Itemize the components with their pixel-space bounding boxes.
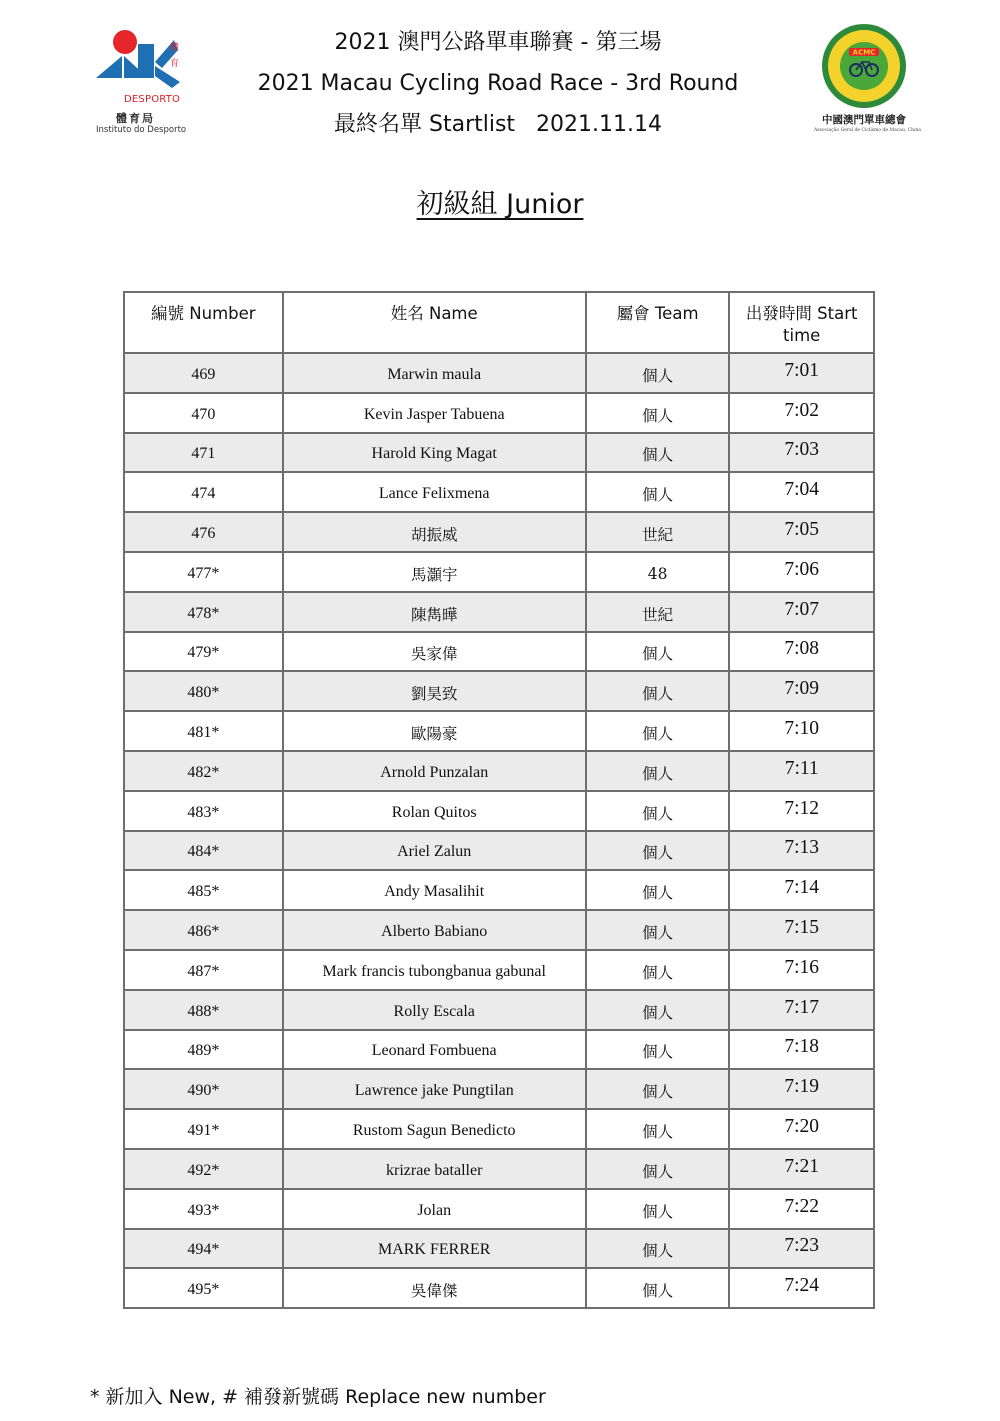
acmc-emblem-icon [820, 22, 908, 110]
cell-start-time: 7:16 [729, 950, 874, 990]
cell-number: 487* [124, 950, 283, 990]
cell-name: 陳雋曄 [283, 592, 586, 632]
cell-start-time: 7:15 [729, 910, 874, 950]
header-title-chinese: 2021 澳門公路單車聯賽 - 第三場 [334, 30, 662, 55]
table-row [124, 472, 874, 512]
table-row [124, 990, 874, 1030]
cell-team: 個人 [586, 950, 730, 990]
header-startlist-date: 最終名單 Startlist 2021.11.14 [334, 112, 662, 137]
table-row [124, 791, 874, 831]
cell-start-time: 7:09 [729, 671, 874, 711]
cell-number: 488* [124, 990, 283, 1030]
cell-start-time: 7:12 [729, 791, 874, 831]
table-row [124, 393, 874, 433]
cell-start-time: 7:23 [729, 1229, 874, 1269]
acmc-logo [814, 20, 922, 136]
table-row [124, 751, 874, 791]
cell-start-time: 7:18 [729, 1030, 874, 1070]
cell-number: 486* [124, 910, 283, 950]
cell-name: 歐陽豪 [283, 711, 586, 751]
cell-team: 個人 [586, 711, 730, 751]
table-row [124, 1030, 874, 1070]
cell-team: 個人 [586, 632, 730, 672]
cell-team: 個人 [586, 870, 730, 910]
cell-team: 個人 [586, 472, 730, 512]
table-row [124, 433, 874, 473]
cell-start-time: 7:05 [729, 512, 874, 552]
table-row [124, 831, 874, 871]
table-row [124, 711, 874, 751]
table-row [124, 552, 874, 592]
header-start-time-line2: time [783, 326, 821, 345]
cell-name: 劉昊致 [283, 671, 586, 711]
logo-side-char-1: 體 [170, 43, 180, 53]
cell-number: 495* [124, 1268, 283, 1308]
cell-team: 個人 [586, 671, 730, 711]
cell-name: Alberto Babiano [283, 910, 586, 950]
logo-desporto-text: DESPORTO [124, 94, 181, 105]
cell-number: 491* [124, 1109, 283, 1149]
document-header [238, 22, 758, 145]
cell-name: 吳家偉 [283, 632, 586, 672]
cell-number: 490* [124, 1069, 283, 1109]
cell-name: 胡振威 [283, 512, 586, 552]
table-row [124, 910, 874, 950]
cell-team: 世紀 [586, 512, 730, 552]
cell-team: 個人 [586, 1268, 730, 1308]
cell-name: MARK FERRER [283, 1229, 586, 1269]
cell-number: 477* [124, 552, 283, 592]
cell-number: 482* [124, 751, 283, 791]
cell-start-time: 7:24 [729, 1268, 874, 1308]
cell-number: 492* [124, 1149, 283, 1189]
cell-team: 個人 [586, 831, 730, 871]
cell-start-time: 7:10 [729, 711, 874, 751]
cell-number: 493* [124, 1189, 283, 1229]
section-title [300, 182, 700, 221]
cell-number: 494* [124, 1229, 283, 1269]
cell-start-time: 7:03 [729, 433, 874, 473]
footnote: * 新加入 New, # 補發新號碼 Replace new number [90, 1386, 546, 1408]
table-row [124, 1268, 874, 1308]
header-team: 屬會 Team [586, 292, 730, 353]
header-start-time [729, 292, 874, 353]
cell-number: 474 [124, 472, 283, 512]
cell-start-time: 7:11 [729, 751, 874, 791]
cell-name: Lawrence jake Pungtilan [283, 1069, 586, 1109]
acmc-pt-name: Associação Geral de Ciclismo de Macau, China [814, 128, 922, 133]
cell-team: 個人 [586, 393, 730, 433]
cell-number: 485* [124, 870, 283, 910]
cell-number: 469 [124, 353, 283, 393]
cell-number: 481* [124, 711, 283, 751]
cell-team: 世紀 [586, 592, 730, 632]
startlist-table [123, 291, 875, 1309]
cell-start-time: 7:07 [729, 592, 874, 632]
logo-side-char-2: 育 [170, 59, 180, 69]
junior-category-title: 初級組 Junior [416, 189, 584, 220]
cell-name: Ariel Zalun [283, 831, 586, 871]
cell-name: Lance Felixmena [283, 472, 586, 512]
cell-team: 48 [586, 552, 730, 592]
startlist-body [124, 353, 874, 1308]
cell-team: 個人 [586, 1030, 730, 1070]
table-header-row [124, 292, 874, 353]
cell-name: krizrae bataller [283, 1149, 586, 1189]
cell-name: Arnold Punzalan [283, 751, 586, 791]
cell-team: 個人 [586, 990, 730, 1030]
cell-start-time: 7:19 [729, 1069, 874, 1109]
cell-start-time: 7:02 [729, 393, 874, 433]
acmc-cn-name: 中國澳門單車總會 [822, 114, 906, 126]
cell-number: 483* [124, 791, 283, 831]
cell-team: 個人 [586, 791, 730, 831]
cell-name: Rolan Quitos [283, 791, 586, 831]
table-row [124, 1229, 874, 1269]
cell-name: Kevin Jasper Tabuena [283, 393, 586, 433]
cell-team: 個人 [586, 353, 730, 393]
cell-team: 個人 [586, 1149, 730, 1189]
cell-number: 489* [124, 1030, 283, 1070]
cell-team: 個人 [586, 1069, 730, 1109]
cell-name: Rolly Escala [283, 990, 586, 1030]
cell-start-time: 7:04 [729, 472, 874, 512]
table-row [124, 1189, 874, 1229]
cell-number: 480* [124, 671, 283, 711]
cell-start-time: 7:17 [729, 990, 874, 1030]
cell-team: 個人 [586, 1189, 730, 1229]
cell-number: 470 [124, 393, 283, 433]
cell-number: 476 [124, 512, 283, 552]
cell-team: 個人 [586, 1229, 730, 1269]
table-row [124, 512, 874, 552]
cell-start-time: 7:13 [729, 831, 874, 871]
table-row [124, 353, 874, 393]
acmc-badge-text: ACMC [852, 48, 876, 57]
cell-name: Jolan [283, 1189, 586, 1229]
table-row [124, 950, 874, 990]
header-number: 編號 Number [124, 292, 283, 353]
cell-name: Mark francis tubongbanua gabunal [283, 950, 586, 990]
header-name: 姓名 Name [283, 292, 586, 353]
cell-team: 個人 [586, 433, 730, 473]
table-row [124, 592, 874, 632]
table-row [124, 870, 874, 910]
cell-start-time: 7:08 [729, 632, 874, 672]
header-start-time-line1: 出發時間 Start [745, 304, 858, 323]
cell-name: 吳偉傑 [283, 1268, 586, 1308]
cell-name: 馬灝宇 [283, 552, 586, 592]
cell-start-time: 7:01 [729, 353, 874, 393]
cell-name: Leonard Fombuena [283, 1030, 586, 1070]
table-row [124, 1149, 874, 1189]
logo-cn-name: 體育局 [116, 112, 155, 125]
table-row [124, 1069, 874, 1109]
logo-pt-name: Instituto do Desporto [96, 125, 187, 135]
cell-team: 個人 [586, 1109, 730, 1149]
cell-start-time: 7:22 [729, 1189, 874, 1229]
table-row [124, 671, 874, 711]
cell-name: Andy Masalihit [283, 870, 586, 910]
cell-number: 479* [124, 632, 283, 672]
cell-number: 471 [124, 433, 283, 473]
instituto-do-desporto-logo [92, 26, 192, 138]
cell-number: 484* [124, 831, 283, 871]
cell-name: Rustom Sagun Benedicto [283, 1109, 586, 1149]
cell-start-time: 7:14 [729, 870, 874, 910]
table-row [124, 632, 874, 672]
cell-start-time: 7:21 [729, 1149, 874, 1189]
cell-start-time: 7:06 [729, 552, 874, 592]
header-title-english: 2021 Macau Cycling Road Race - 3rd Round [257, 71, 739, 96]
cell-team: 個人 [586, 751, 730, 791]
cell-name: Harold King Magat [283, 433, 586, 473]
cell-team: 個人 [586, 910, 730, 950]
cell-name: Marwin maula [283, 353, 586, 393]
cell-number: 478* [124, 592, 283, 632]
cell-start-time: 7:20 [729, 1109, 874, 1149]
table-row [124, 1109, 874, 1149]
